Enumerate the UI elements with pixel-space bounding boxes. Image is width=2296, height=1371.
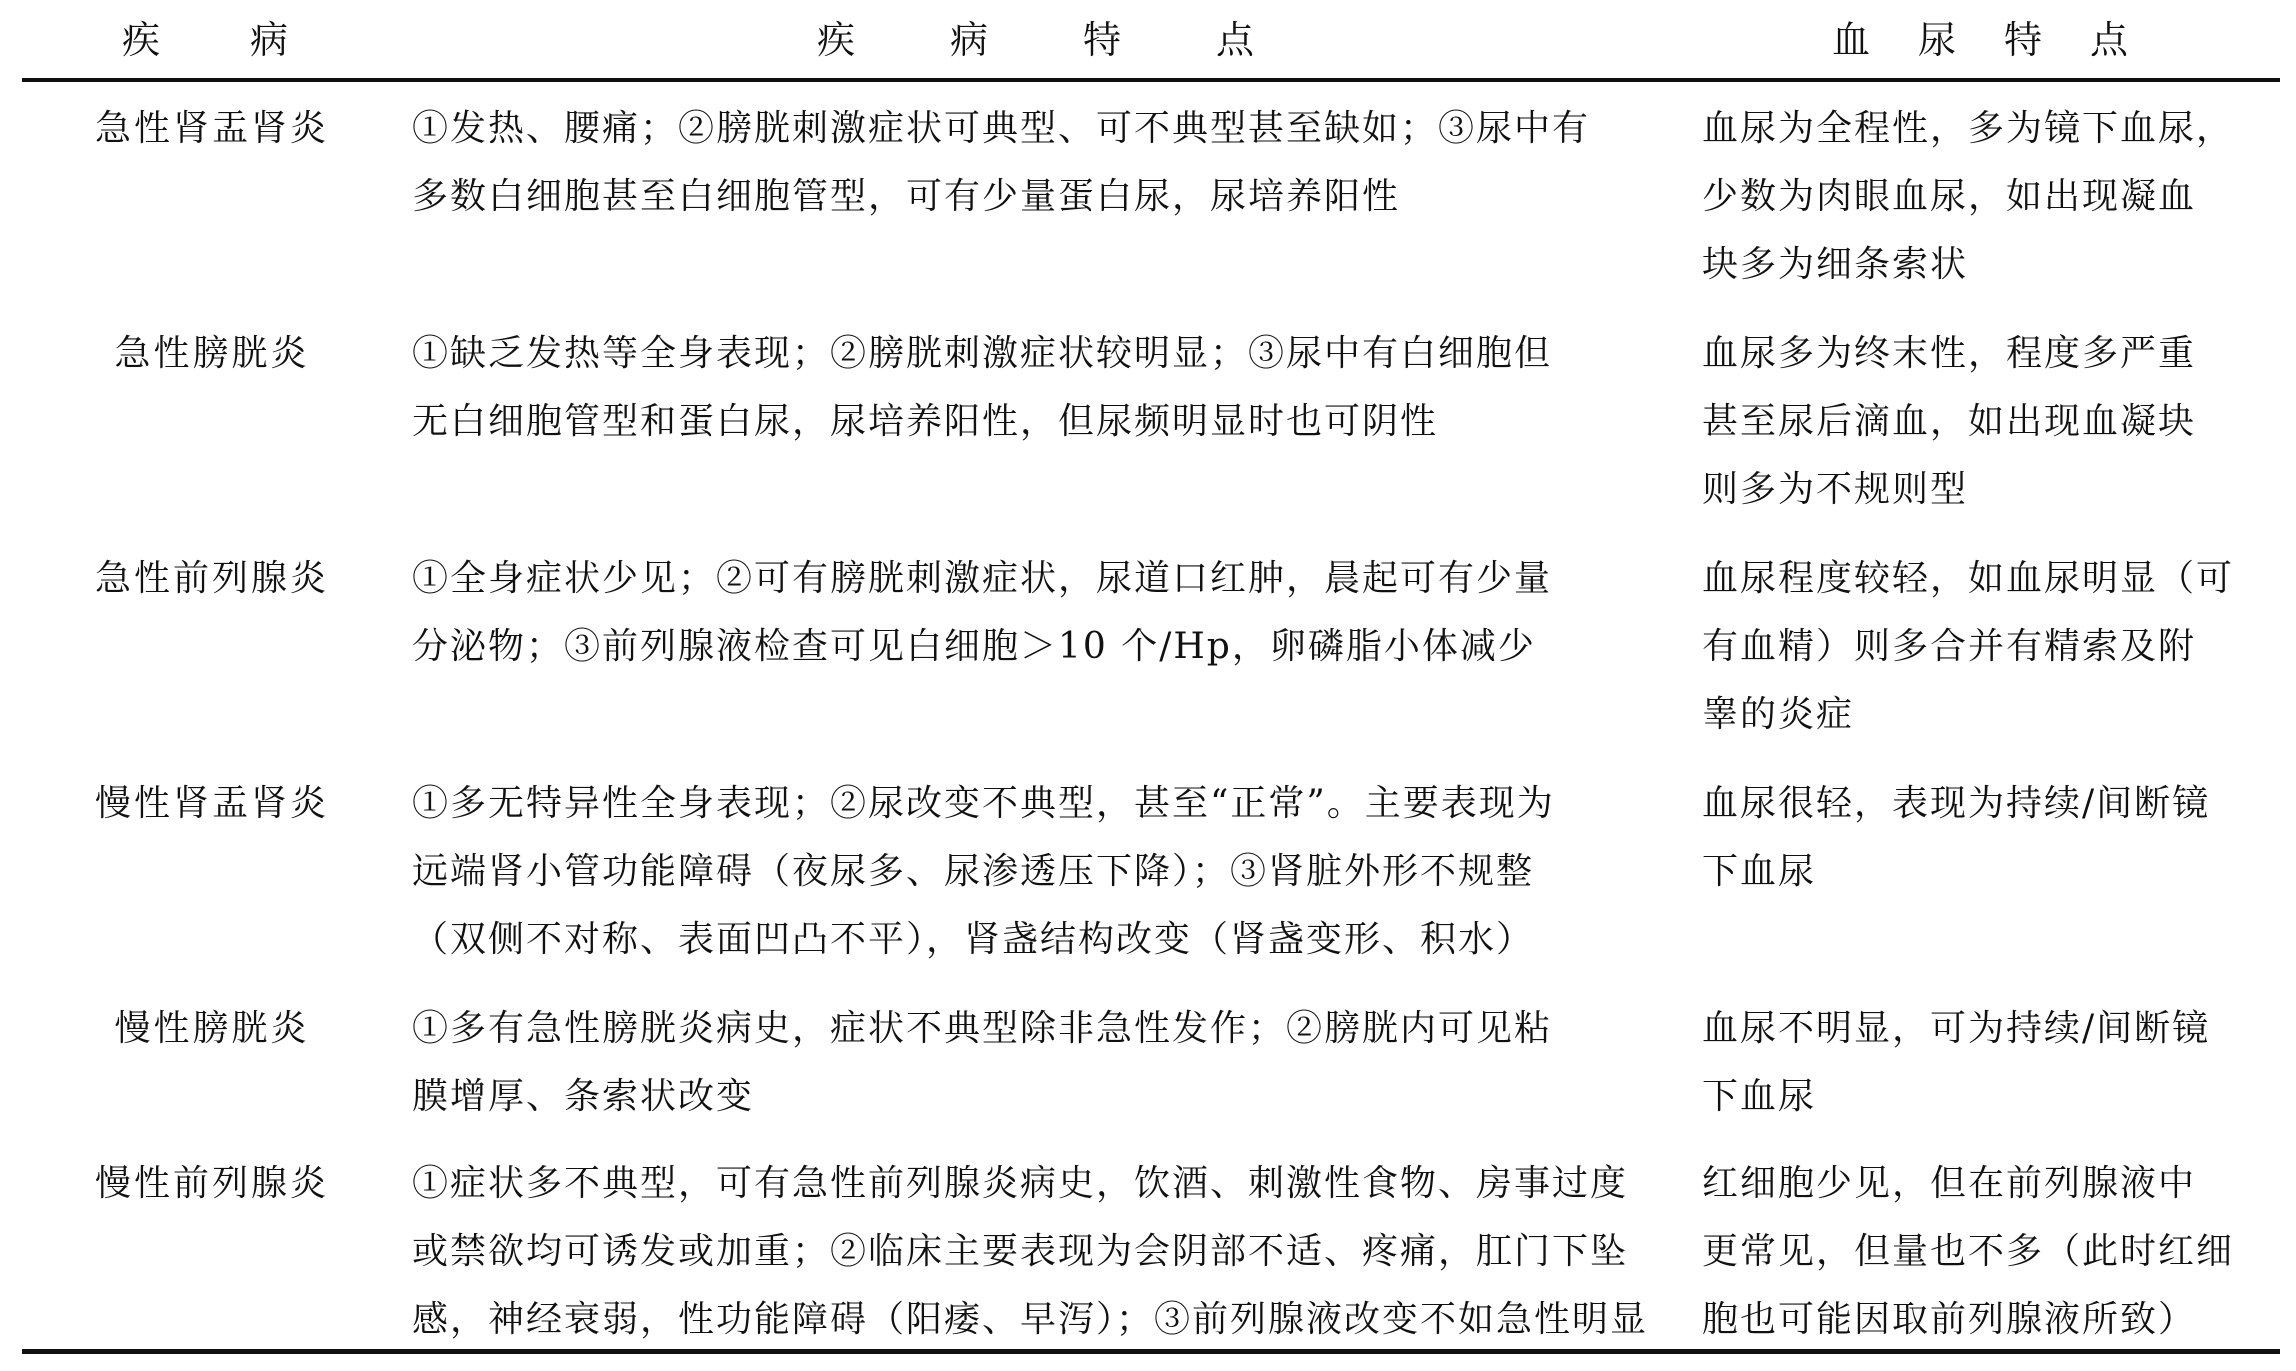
feature-line: 或禁欲均可诱发或加重；②临床主要表现为会阴部不适、疼痛，肛门下坠 [412,1231,1629,1272]
disease-name: 慢性肾盂肾炎 [94,783,329,824]
feature-line: ①症状多不典型，可有急性前列腺炎病史，饮酒、刺激性食物、房事过度 [412,1163,1629,1204]
feature-line: ①全身症状少见；②可有膀胱刺激症状，尿道口红肿，晨起可有少量 [412,558,1553,599]
hematuria-line: 红细胞少见，但在前列腺液中 [1702,1163,2197,1204]
hematuria-line: 血尿很轻，表现为持续/间断镜 [1702,783,2211,824]
feature-line: ①缺乏发热等全身表现；②膀胱刺激症状较明显；③尿中有白细胞但 [412,333,1553,374]
disease-name: 慢性前列腺炎 [94,1163,329,1204]
disease-comparison-table [22,0,2280,1371]
disease-features [412,770,1682,974]
disease-name: 慢性膀胱炎 [114,1008,310,1049]
disease-name: 急性前列腺炎 [94,558,329,599]
disease-name: 急性膀胱炎 [114,333,310,374]
hematuria-line: 下血尿 [1702,1076,1817,1117]
hematuria-line: 少数为肉眼血尿，如出现凝血 [1702,176,2197,217]
hematuria-line: 甚至尿后滴血，如出现血凝块 [1702,401,2197,442]
feature-line: 多数白细胞甚至白细胞管型，可有少量蛋白尿，尿培养阳性 [412,176,1401,217]
hematuria-line: 更常见，但量也不多（此时红细 [1702,1231,2235,1272]
hematuria-line: 血尿程度较轻，如血尿明显（可 [1702,558,2235,599]
hematuria-line: 血尿不明显，可为持续/间断镜 [1702,1008,2211,1049]
header-rule [22,78,2280,82]
hematuria-features [1702,770,2280,906]
hematuria-line: 块多为细条索状 [1702,244,1969,285]
feature-line: 分泌物；③前列腺液检查可见白细胞＞10 个/Hp，卵磷脂小体减少 [412,626,1536,667]
hematuria-features [1702,545,2280,749]
feature-line: ①发热、腰痛；②膀胱刺激症状可典型、可不典型甚至缺如；③尿中有 [412,108,1591,149]
header-disease: 疾病 [122,18,379,62]
feature-line: 感，神经衰弱，性功能障碍（阳痿、早泻）；③前列腺液改变不如急性明显 [412,1299,1649,1340]
disease-features [412,320,1682,456]
hematuria-line: 下血尿 [1702,851,1817,892]
disease-name: 急性肾盂肾炎 [94,108,329,149]
hematuria-features [1702,1150,2280,1354]
disease-features [412,95,1682,231]
feature-line: ①多有急性膀胱炎病史，症状不典型除非急性发作；②膀胱内可见粘 [412,1008,1553,1049]
disease-features [412,545,1682,681]
hematuria-line: 胞也可能因取前列腺液所致） [1702,1299,2197,1340]
feature-line: （双侧不对称、表面凹凸不平），肾盏结构改变（肾盏变形、积水） [412,919,1535,960]
hematuria-features [1702,320,2280,524]
hematuria-line: 有血精）则多合并有精索及附 [1702,626,2197,667]
feature-line: ①多无特异性全身表现；②尿改变不典型，甚至“正常”。主要表现为 [412,783,1555,824]
feature-line: 膜增厚、条索状改变 [412,1076,755,1117]
hematuria-features [1702,95,2280,299]
disease-features [412,1150,1682,1354]
hematuria-line: 血尿为全程性，多为镜下血尿， [1702,108,2235,149]
hematuria-line: 睾的炎症 [1702,694,1855,735]
hematuria-features [1702,995,2280,1131]
hematuria-line: 则多为不规则型 [1702,469,1969,510]
feature-line: 远端肾小管功能障碍（夜尿多、尿渗透压下降）；③肾脏外形不规整 [412,851,1535,892]
disease-features [412,995,1682,1131]
feature-line: 无白细胞管型和蛋白尿，尿培养阳性，但尿频明显时也可阴性 [412,401,1439,442]
hematuria-line: 血尿多为终末性，程度多严重 [1702,333,2197,374]
header-disease-features: 疾病特点 [817,18,1350,62]
header-hematuria-features: 血尿特点 [1832,18,2177,62]
